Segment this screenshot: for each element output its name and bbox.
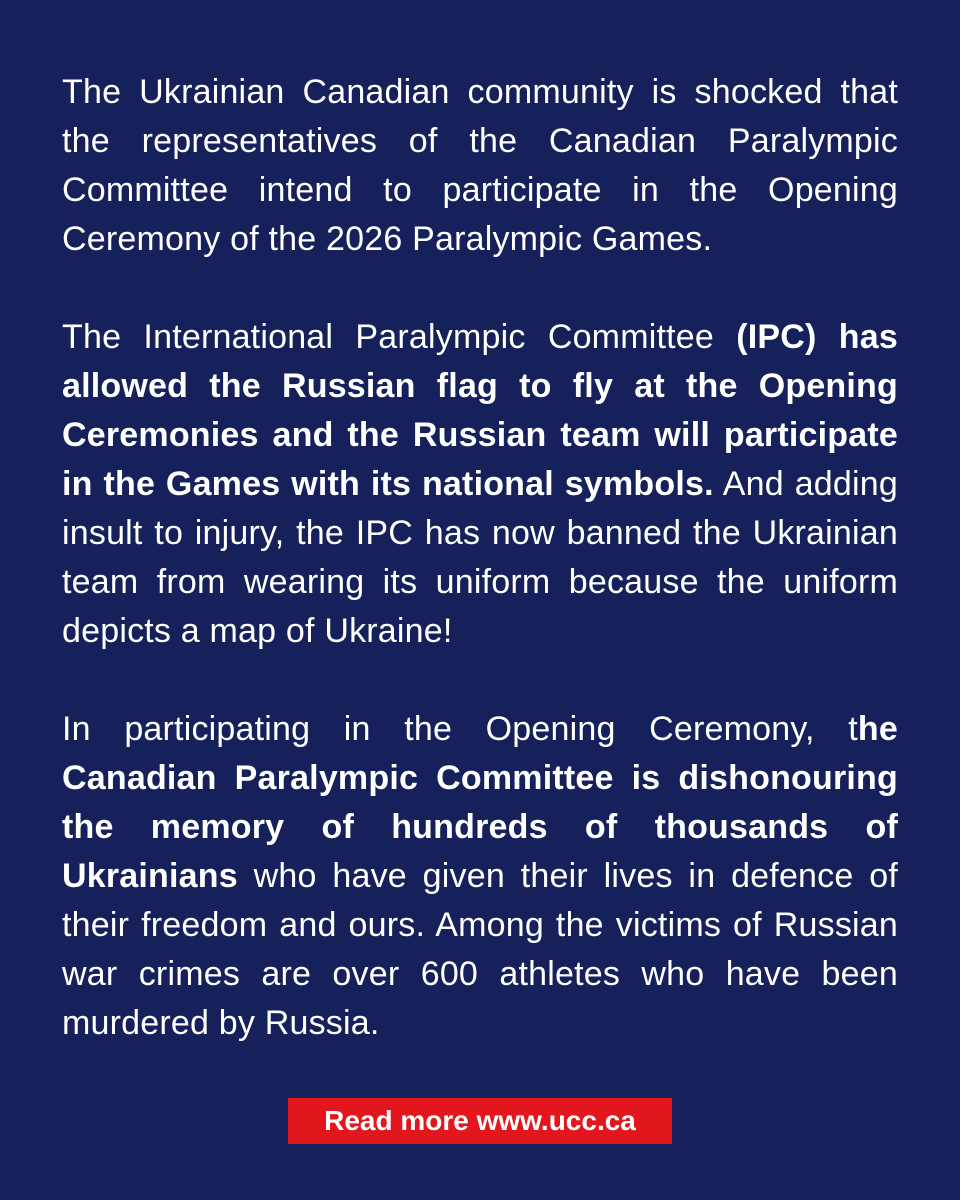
ceremony-text-lead: In participating in the Opening Ceremony, t xyxy=(62,710,858,748)
ipc-text-tail: And adding insult to injury, the IPC has now banned the Ukrainian team from wearing its uniform because the uniform depicts a map of Ukraine! xyxy=(62,465,898,650)
read-more-link[interactable]: Read more www.ucc.ca xyxy=(288,1098,672,1144)
paragraph-ceremony xyxy=(62,705,898,1048)
paragraph-ipc xyxy=(62,313,898,656)
ipc-text-lead: The International Paralympic Committee xyxy=(62,318,737,356)
intro-text: The Ukrainian Canadian community is shocked that the representatives of the Canadian Paralympic Committee intend to participate in the Opening Ceremony of the 2026 Paralympic Games. xyxy=(62,73,898,258)
ceremony-text-tail: who have given their lives in defence of their freedom and ours. Among the victims of Russian war crimes are over 600 athletes who have been murdered by Russia. xyxy=(62,857,898,1042)
statement-body xyxy=(62,68,898,1048)
paragraph-intro xyxy=(62,68,898,264)
ipc-text-emphasis: (IPC) has allowed the Russian flag to fly at the Opening Ceremonies and the Russian team will participate in the Games with its national symbols. xyxy=(62,318,898,503)
ceremony-text-emphasis: he Canadian Paralympic Committee is dishonouring the memory of hundreds of thousands of Ukrainians xyxy=(62,710,898,895)
